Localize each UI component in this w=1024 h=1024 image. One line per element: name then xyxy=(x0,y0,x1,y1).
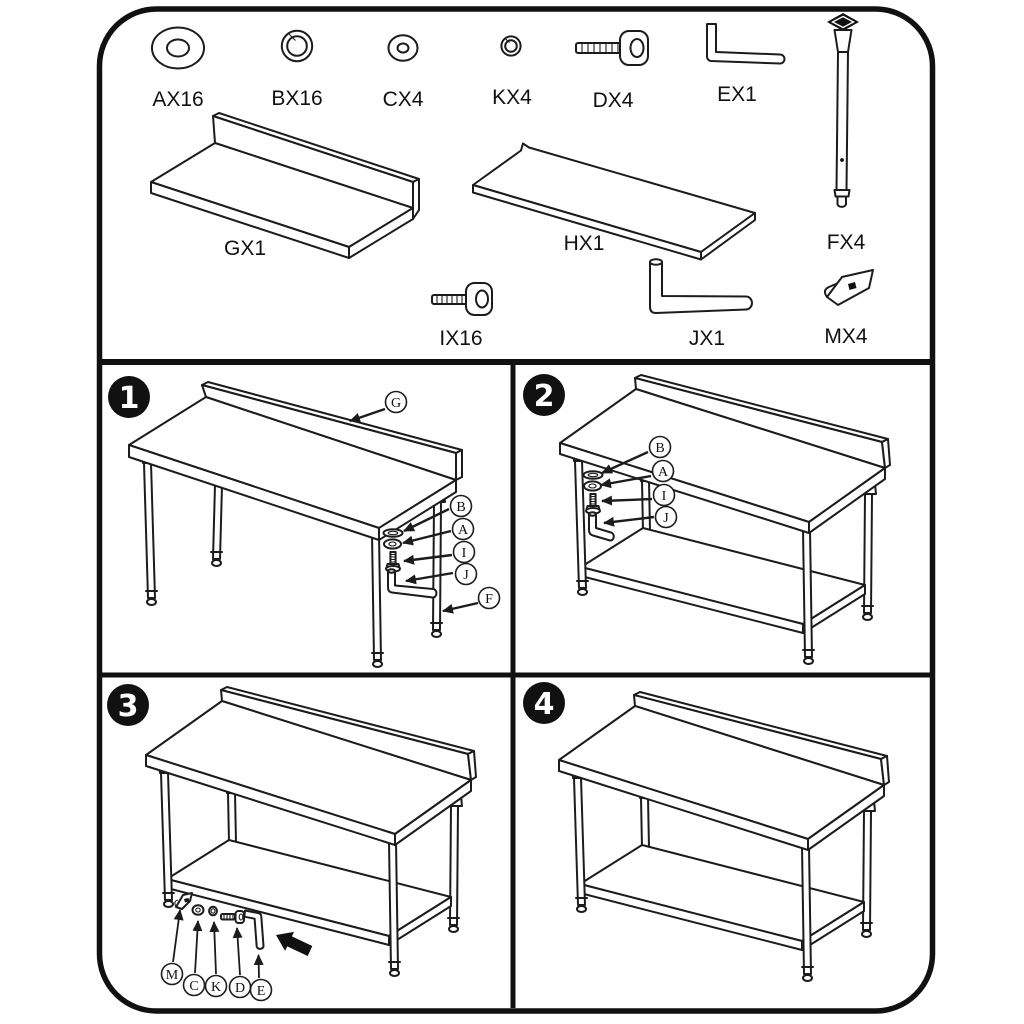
part-label-ex1: EX1 xyxy=(717,83,757,106)
part-label-cx4: CX4 xyxy=(382,88,424,111)
l-wrench-icon xyxy=(650,259,752,313)
part-label-fx4: FX4 xyxy=(826,231,866,254)
callout-d: D xyxy=(234,981,246,996)
callout-k: K xyxy=(210,980,222,995)
lock-washer-icon xyxy=(282,31,312,61)
step-1-hardware xyxy=(384,529,437,597)
callout-g: G xyxy=(390,396,402,411)
step-1-panel xyxy=(108,376,500,667)
step-3-number: 3 xyxy=(117,689,139,724)
part-label-hx1: HX1 xyxy=(563,232,605,255)
table-no-shelf xyxy=(129,382,462,667)
shelf-clip-icon xyxy=(825,270,873,305)
table-with-shelf-finished xyxy=(559,692,889,981)
callout-j: J xyxy=(663,511,669,526)
table-with-shelf xyxy=(146,687,476,976)
callout-e: E xyxy=(256,984,266,999)
table-top-icon xyxy=(151,113,419,258)
step-3-panel xyxy=(107,684,476,1001)
hex-key-icon xyxy=(707,24,785,64)
part-label-bx16: BX16 xyxy=(271,87,323,110)
callout-m: M xyxy=(165,968,179,983)
callout-c: C xyxy=(189,979,199,994)
part-label-ax16: AX16 xyxy=(152,88,204,111)
part-label-jx1: JX1 xyxy=(688,327,726,350)
small-washer-icon xyxy=(501,36,520,55)
step-1-number: 1 xyxy=(118,381,140,416)
callout-j: J xyxy=(463,568,469,583)
insert-direction-arrow xyxy=(276,932,312,956)
part-label-mx4: MX4 xyxy=(824,325,868,348)
callout-a: A xyxy=(657,465,669,480)
callout-a: A xyxy=(457,523,469,538)
callout-i: I xyxy=(461,546,467,561)
part-label-ix16: IX16 xyxy=(439,327,483,350)
part-label-gx1: GX1 xyxy=(223,237,267,260)
step-2-panel xyxy=(523,374,890,664)
under-shelf-icon xyxy=(473,144,755,260)
parts-section xyxy=(151,13,873,350)
callout-b: B xyxy=(456,500,466,515)
leg-icon xyxy=(827,13,859,207)
callout-b: B xyxy=(655,441,665,456)
washer-icon xyxy=(389,35,418,61)
callout-f: F xyxy=(485,592,493,607)
bolt-icon xyxy=(576,31,648,65)
callout-i: I xyxy=(661,489,667,504)
table-with-shelf xyxy=(560,375,890,664)
socket-bolt-icon xyxy=(432,283,492,315)
step-4-panel xyxy=(523,682,889,981)
step-2-hardware xyxy=(584,471,614,540)
part-label-dx4: DX4 xyxy=(592,89,634,112)
part-label-kx4: KX4 xyxy=(492,86,532,109)
flat-washer-icon xyxy=(152,28,204,69)
step-4-number: 4 xyxy=(533,687,555,722)
step-2-number: 2 xyxy=(533,379,555,414)
